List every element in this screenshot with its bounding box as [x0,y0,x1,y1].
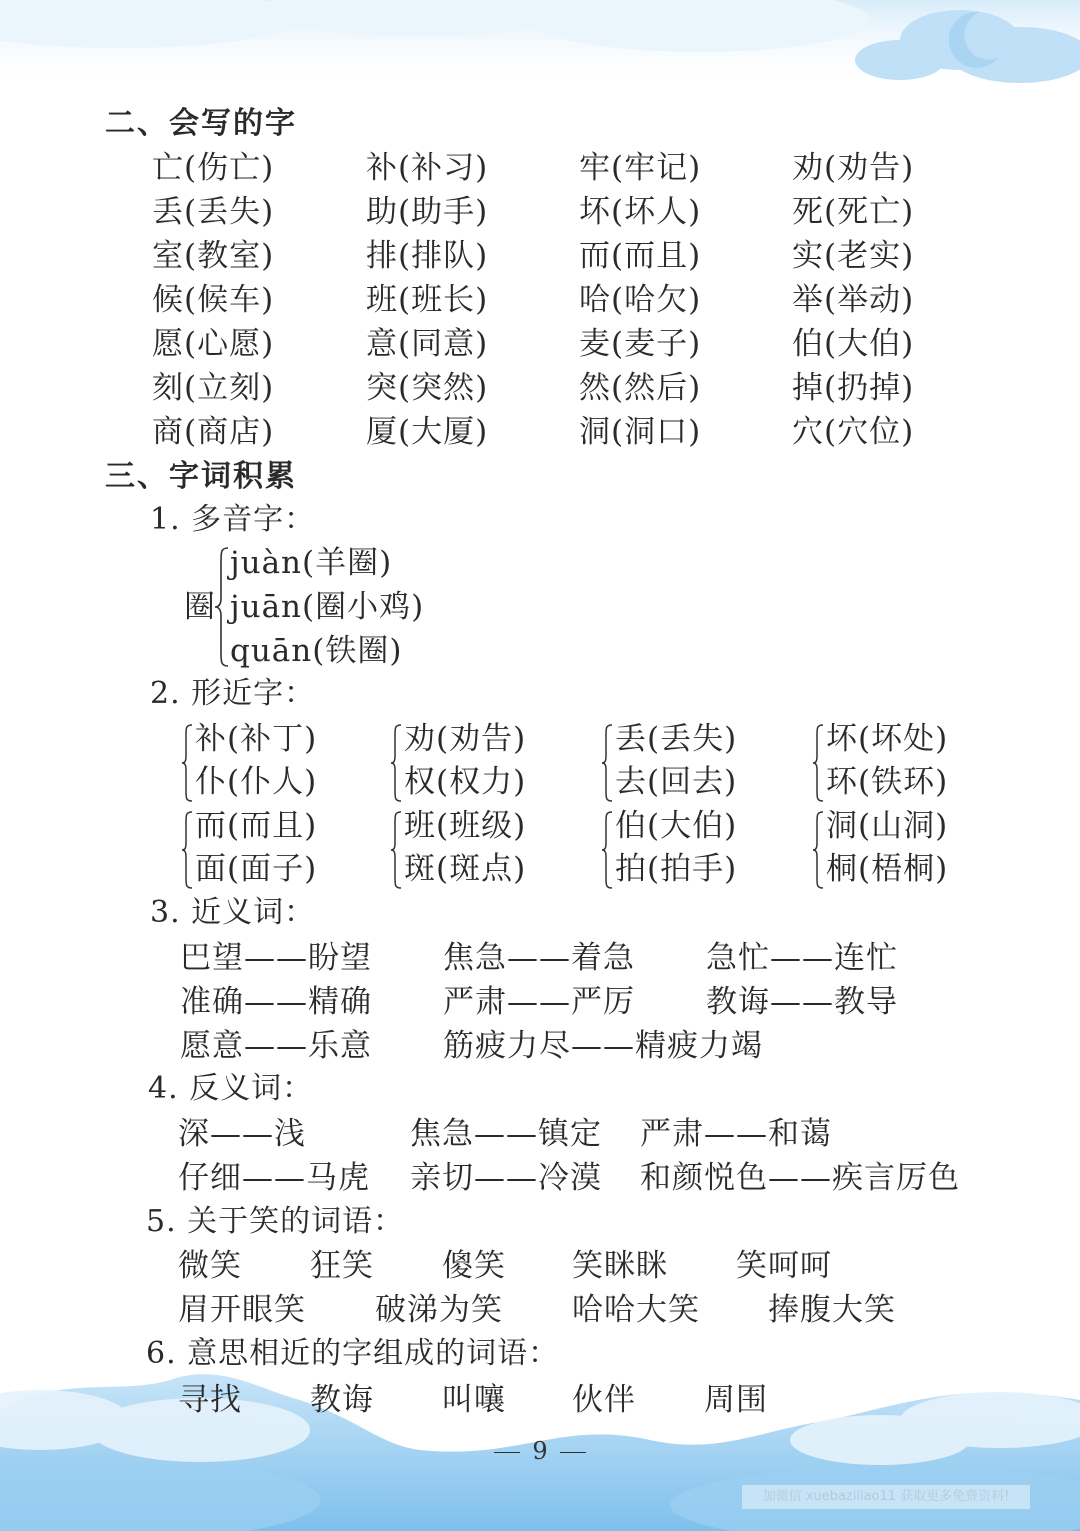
similar-meaning-word: 寻找 [178,1382,242,1418]
character-entry: 而(而且) [579,238,702,274]
polyphone-reading-1: juàn(羊圈) [230,545,393,581]
synonym-item: 巴望——盼望 [180,940,372,976]
laugh-word: 笑眯眯 [572,1248,668,1284]
polyphone-reading-2: juān(圈小鸡) [230,589,425,625]
character-entry: 坏(坏人) [579,194,702,230]
similar-meaning-word: 教诲 [310,1382,374,1418]
character-entry: 掉(扔掉) [792,370,915,406]
character-entry: 举(举动) [792,282,915,318]
brace-icon [600,723,614,803]
similar-meaning-title: 6. 意思相近的字组成的词语： [146,1336,560,1371]
brace-icon [213,546,231,668]
similar-meaning-word: 周围 [704,1382,768,1418]
character-entry: 穴(穴位) [792,414,915,450]
similar-char-entry: 伯(大伯) [615,808,738,844]
polyphone-title: 1. 多音字： [150,502,316,537]
brace-icon [389,723,403,803]
similar-char-entry: 洞(山洞) [826,808,949,844]
character-entry: 愿(心愿) [152,326,275,362]
similar-chars-title: 2. 形近字： [150,676,316,711]
synonym-item: 愿意——乐意 [180,1028,372,1064]
laugh-word: 笑呵呵 [736,1248,832,1284]
character-entry: 突(突然) [366,370,489,406]
synonym-item: 准确——精确 [180,984,372,1020]
synonym-item: 教诲——教导 [706,984,898,1020]
similar-meaning-word: 叫嚷 [442,1382,506,1418]
synonym-item: 急忙——连忙 [706,940,898,976]
character-entry: 亡(伤亡) [152,150,275,186]
laugh-word: 捧腹大笑 [768,1292,896,1328]
laugh-words-title: 5. 关于笑的词语： [146,1204,405,1239]
laugh-word: 破涕为笑 [375,1292,503,1328]
antonym-item: 深——浅 [178,1116,306,1152]
antonym-item: 和颜悦色——疾言厉色 [640,1160,960,1196]
character-entry: 班(班长) [366,282,489,318]
character-entry: 麦(麦子) [579,326,702,362]
similar-char-entry: 丢(丢失) [615,721,738,757]
section-title-write: 二、会写的字 [105,106,297,141]
laugh-word: 狂笑 [310,1248,374,1284]
brace-icon [600,810,614,890]
character-entry: 刻(立刻) [152,370,275,406]
brace-icon [389,810,403,890]
laugh-word: 哈哈大笑 [572,1292,700,1328]
brace-icon [180,723,194,803]
brace-icon [811,723,825,803]
character-entry: 补(补习) [366,150,489,186]
synonym-item: 焦急——着急 [443,940,635,976]
similar-char-entry: 坏(坏处) [826,721,949,757]
similar-char-entry: 仆(仆人) [195,764,318,800]
antonym-item: 亲切——冷漠 [410,1160,602,1196]
synonyms-title: 3. 近义词： [150,895,316,930]
polyphone-reading-3: quān(铁圈) [230,633,403,669]
similar-char-entry: 面(面子) [195,851,318,887]
similar-char-entry: 桐(梧桐) [826,851,949,887]
dash-left [494,1452,520,1453]
character-entry: 实(老实) [792,238,915,274]
character-entry: 意(同意) [366,326,489,362]
similar-char-entry: 去(回去) [615,764,738,800]
similar-char-entry: 而(而且) [195,808,318,844]
similar-char-entry: 补(补丁) [195,721,318,757]
antonym-item: 严肃——和蔼 [640,1116,832,1152]
antonyms-title: 4. 反义词： [148,1071,314,1106]
character-entry: 牢(牢记) [579,150,702,186]
section-title-accumulate: 三、字词积累 [105,459,297,494]
laugh-word: 傻笑 [442,1248,506,1284]
polyphone-char: 圈 [184,589,216,625]
similar-char-entry: 班(班级) [404,808,527,844]
character-entry: 商(商店) [152,414,275,450]
synonym-item: 严肃——严厉 [443,984,635,1020]
character-entry: 厦(大厦) [366,414,489,450]
similar-meaning-word: 伙伴 [572,1382,636,1418]
character-entry: 室(教室) [152,238,275,274]
character-entry: 劝(劝告) [792,150,915,186]
similar-char-entry: 斑(斑点) [404,851,527,887]
character-entry: 伯(大伯) [792,326,915,362]
character-entry: 死(死亡) [792,194,915,230]
laugh-word: 微笑 [178,1248,242,1284]
page-number [0,1437,1080,1465]
page-number-value: 9 [532,1437,548,1465]
similar-char-entry: 劝(劝告) [404,721,527,757]
character-entry: 助(助手) [366,194,489,230]
character-entry: 候(候车) [152,282,275,318]
antonym-item: 焦急——镇定 [410,1116,602,1152]
antonym-item: 仔细——马虎 [178,1160,370,1196]
similar-char-entry: 环(铁环) [826,764,949,800]
dash-right [560,1452,586,1453]
character-entry: 排(排队) [366,238,489,274]
character-entry: 洞(洞口) [579,414,702,450]
character-entry: 然(然后) [579,370,702,406]
brace-icon [811,810,825,890]
similar-char-entry: 拍(拍手) [615,851,738,887]
character-entry: 丢(丢失) [152,194,275,230]
character-entry: 哈(哈欠) [579,282,702,318]
brace-icon [180,810,194,890]
watermark: 加微信 xuebaziliao11 获取更多免费资料! [742,1485,1030,1509]
synonym-item: 筋疲力尽——精疲力竭 [443,1028,763,1064]
laugh-word: 眉开眼笑 [178,1292,306,1328]
similar-char-entry: 权(权力) [404,764,527,800]
